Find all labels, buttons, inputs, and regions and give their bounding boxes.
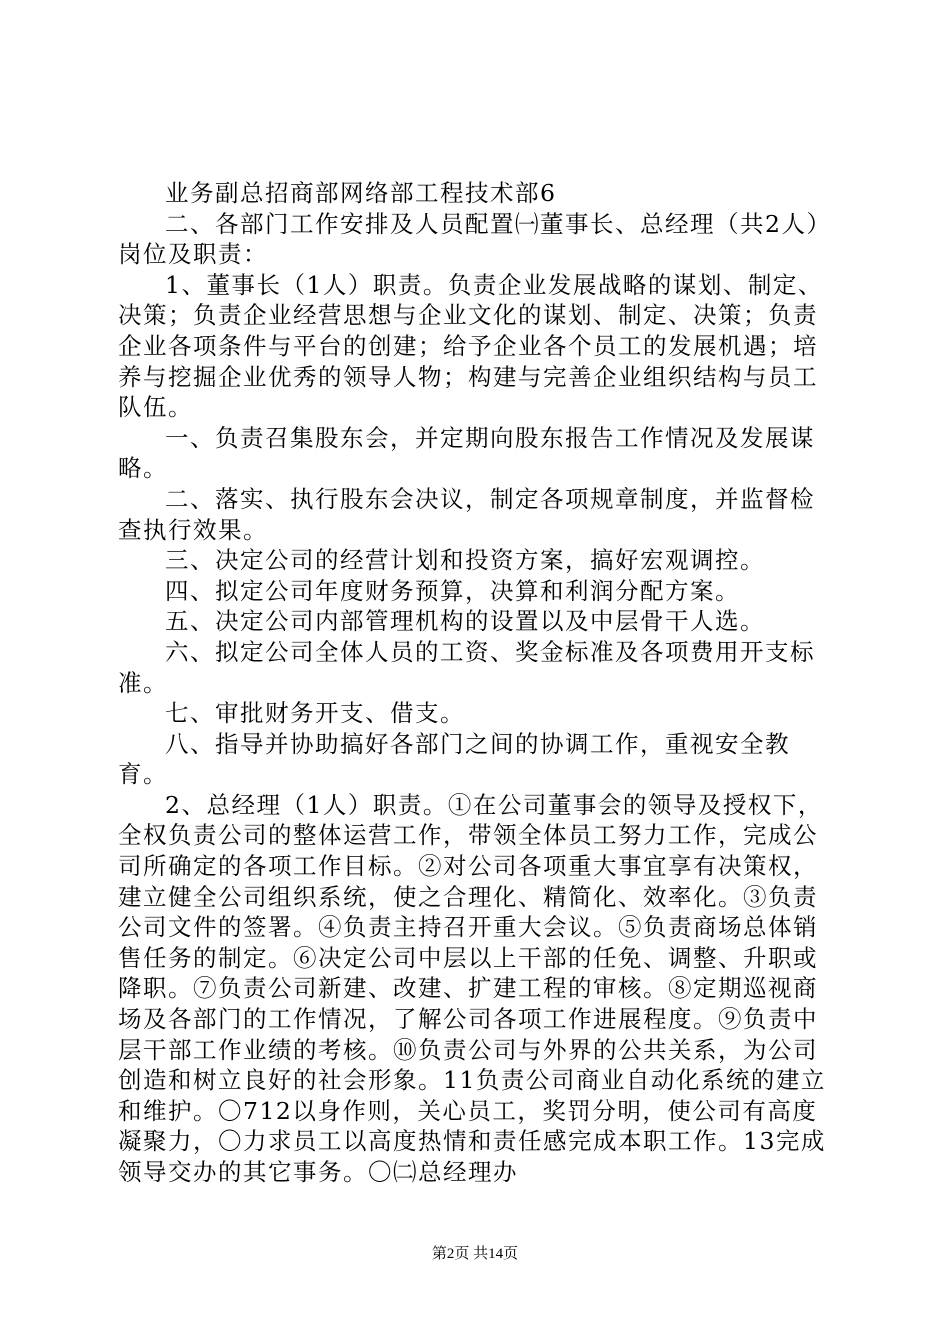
section-heading: 二、各部门工作安排及人员配置㈠董事长、总经理（共2人）岗位及职责：: [118, 209, 832, 269]
duty-item-4: 四、拟定公司年度财务预算，决算和利润分配方案。: [165, 576, 740, 605]
duty-item-8: 八、指导并协助搞好各部门之间的协调工作，重视安全教育。: [118, 729, 790, 789]
page-footer: 第2页 共14页: [431, 1246, 519, 1262]
document-body: [118, 178, 838, 1188]
chairman-duties: 1、董事长（1人）职责。负责企业发展战略的谋划、制定、决策；负责企业经营思想与企业文化的谋划、制定、决策；负责企业各项条件与平台的创建；给予企业各个员工的发展机遇；培养与挖掘企业优秀的领导人物；构建与完善企业组织结构与员工队伍。: [118, 270, 823, 422]
duty-item-6: 六、拟定公司全体人员的工资、奖金标准及各项费用开支标准。: [118, 637, 815, 697]
duty-item-5: 五、决定公司内部管理机构的设置以及中层骨干人选。: [165, 607, 765, 636]
general-manager-duties: 2、总经理（1人）职责。①在公司董事会的领导及授权下，全权负责公司的整体运营工作，带领全体员工努力工作，完成公司所确定的各项工作目标。②对公司各项重大事宜享有决策权，建立健全公司组织系统，使之合理化、精简化、效率化。③负责公司文件的签署。④负责主持召开重大会议。⑤负责商场总体销售任务的制定。⑥决定公司中层以上干部的任免、调整、升职或降职。⑦负责公司新建、改建、扩建工程的审核。⑧定期巡视商场及各部门的工作情况，了解公司各项工作进展程度。⑨负责中层干部工作业绩的考核。⑩负责公司与外界的公共关系，为公司创造和树立良好的社会形象。11负责公司商业自动化系统的建立和维护。〇712以身作则，关心员工，奖罚分明，使公司有高度凝聚力，〇力求员工以高度热情和责任感完成本职工作。13完成领导交办的其它事务。〇㈡总经理办: [118, 790, 826, 1186]
duty-item-3: 三、决定公司的经营计划和投资方案，搞好宏观调控。: [165, 546, 765, 575]
duty-item-1: 一、负责召集股东会，并定期向股东报告工作情况及发展谋略。: [118, 423, 815, 483]
duty-item-7: 七、审批财务开支、借支。: [165, 699, 465, 728]
org-chart-line: 业务副总招商部网络部工程技术部6: [165, 179, 557, 207]
duty-item-2: 二、落实、执行股东会决议，制定各项规章制度，并监督检查执行效果。: [118, 484, 815, 544]
